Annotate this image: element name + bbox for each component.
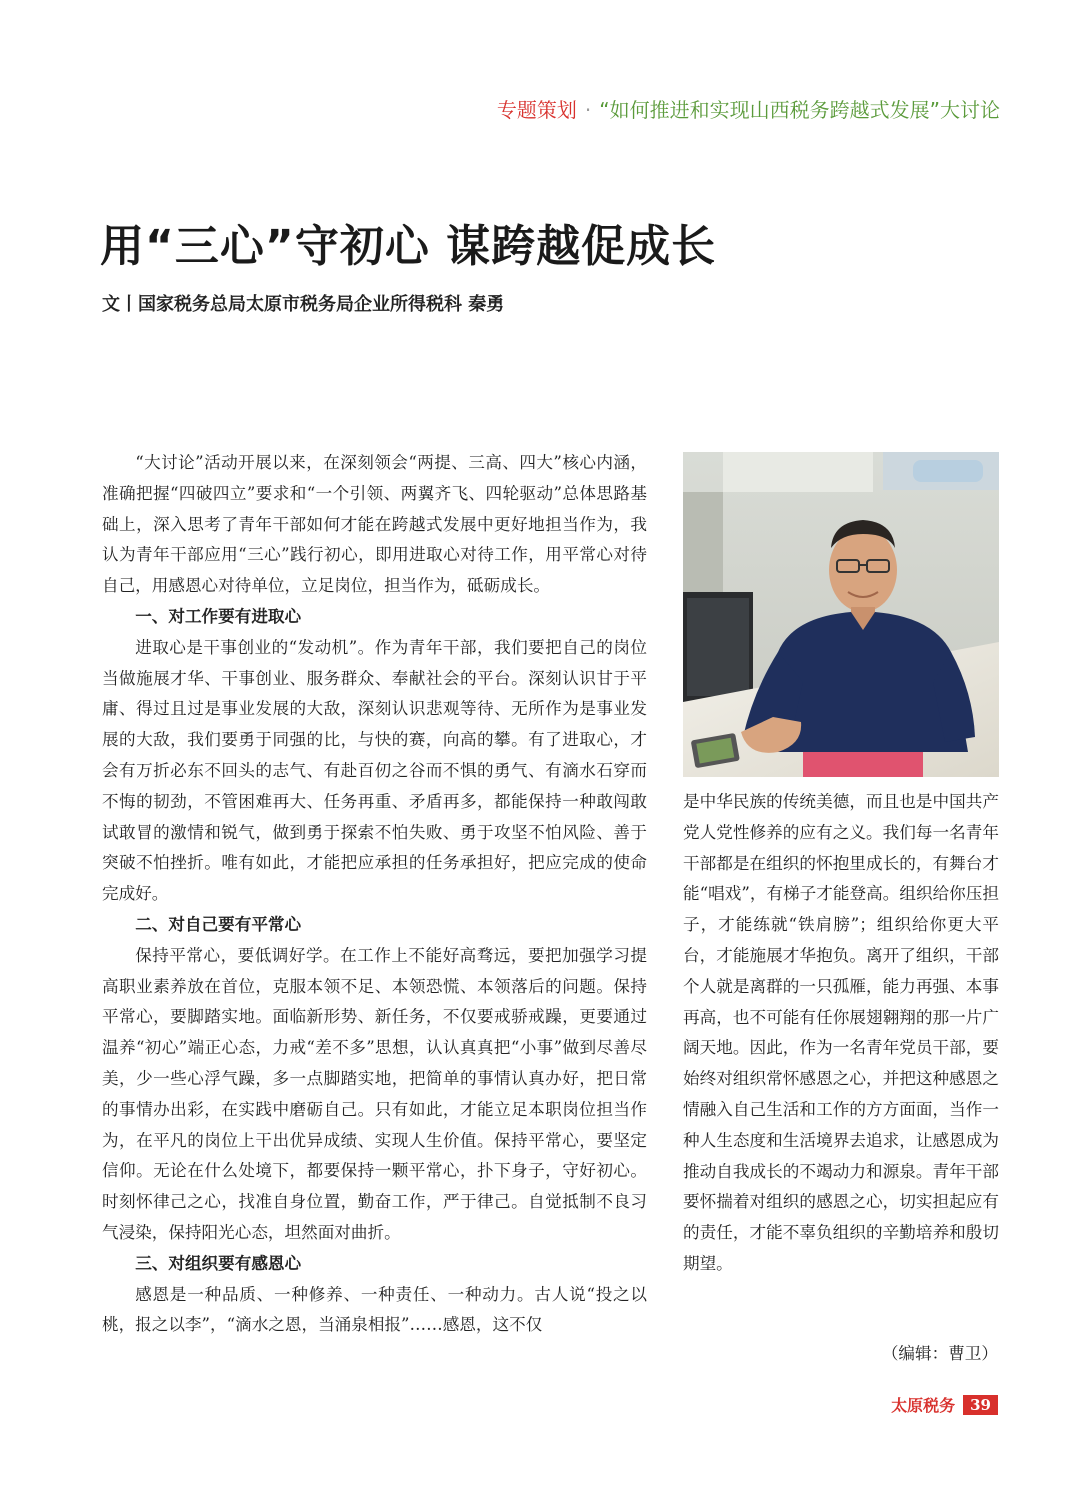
section-header: [497, 94, 1000, 123]
article-byline: 文丨国家税务总局太原市税务局企业所得税科 秦勇: [102, 294, 505, 315]
article-body-right-column: [683, 787, 999, 1280]
section1-heading: 一、对工作要有进取心: [135, 606, 302, 626]
page-number: 39: [963, 1395, 998, 1415]
magazine-name: 太原税务: [891, 1396, 956, 1415]
section2-paragraph: 保持平常心，要低调好学。在工作上不能好高骛远，要把加强学习提高职业素养放在首位，克服本领不足、本领恐慌、本领落后的问题。保持平常心，要脚踏实地。面临新形势、新任务，不仅要戒骄戒躁，更要通过温养“初心”端正心态，力戒“差不多”思想，认认真真把“小事”做到尽善尽美，少一些心浮气躁，多一点脚踏实地，把简单的事情认真办好，把日常的事情办出彩，在实践中磨砺自己。只有如此，才能立足本职岗位担当作为，在平凡的岗位上干出优异成绩、实现人生价值。保持平常心，要坚定信仰。无论在什么处境下，都要保持一颗平常心，扑下身子，守好初心。时刻怀律己之心，找准自身位置，勤奋工作，严于律己。自觉抵制不良习气浸染，保持阳光心态，坦然面对曲折。: [102, 945, 647, 1242]
header-separator: ·: [584, 98, 592, 122]
section3-continued-paragraph: 是中华民族的传统美德，而且也是中国共产党人党性修养的应有之义。我们每一名青年干部都是在组织的怀抱里成长的，有舞台才能“唱戏”，有梯子才能登高。组织给你压担子，才能练就“铁肩膀”；组织给你更大平台，才能施展才华抱负。离开了组织，干部个人就是离群的一只孤雁，能力再强、本事再高，也不可能有任你展翅翱翔的那一片广阔天地。因此，作为一名青年党员干部，要始终对组织常怀感恩之心，并把这种感恩之情融入自己生活和工作的方方面面，当作一种人生态度和生活境界去追求，让感恩成为推动自我成长的不竭动力和源泉。青年干部要怀揣着对组织的感恩之心，切实担起应有的责任，才能不辜负组织的辛勤培养和殷切期望。: [683, 792, 999, 1273]
intro-paragraph: “大讨论”活动开展以来，在深刻领会“两提、三高、四大”核心内涵，准确把握“四破四立”要求和“一个引领、两翼齐飞、四轮驱动”总体思路基础上，深入思考了青年干部如何才能在跨越式发展中更好地担当作为，我认为青年干部应用“三心”践行初心，即用进取心对待工作，用平常心对待自己，用感恩心对待单位，立足岗位，担当作为，砥砺成长。: [102, 453, 647, 596]
header-topic: “如何推进和实现山西税务跨越式发展”大讨论: [599, 98, 1000, 122]
page-footer: [891, 1393, 998, 1416]
editor-credit: （编辑：曹卫）: [881, 1344, 998, 1363]
article-body-left-column: [102, 448, 647, 1341]
section1-paragraph: 进取心是干事创业的“发动机”。作为青年干部，我们要把自己的岗位当做施展才华、干事创业、服务群众、奉献社会的平台。深刻认识甘于平庸、得过且过是事业发展的大敌，深刻认识悲观等待、无所作为是事业发展的大敌，我们要勇于同强的比，与快的赛，向高的攀。有了进取心，才会有万折必东不回头的志气、有赴百仞之谷而不惧的勇气、有滴水石穿而不悔的韧劲，不管困难再大、任务再重、矛盾再多，都能保持一种敢闯敢试敢冒的激情和锐气，做到勇于探索不怕失败、勇于攻坚不怕风险、善于突破不怕挫折。唯有如此，才能把应承担的任务承担好，把应完成的使命完成好。: [102, 637, 647, 904]
section3-paragraph: 感恩是一种品质、一种修养、一种责任、一种动力。古人说“投之以桃，报之以李”，“滴水之恩，当涌泉相报”……感恩，这不仅: [102, 1284, 647, 1335]
article-title: 用“三心”守初心 谋跨越促成长: [100, 221, 717, 272]
author-photo: [683, 452, 999, 777]
author-photo-illustration: [683, 452, 999, 777]
section3-heading: 三、对组织要有感恩心: [135, 1253, 302, 1273]
header-category: 专题策划: [496, 98, 577, 122]
section2-heading: 二、对自己要有平常心: [135, 914, 302, 934]
